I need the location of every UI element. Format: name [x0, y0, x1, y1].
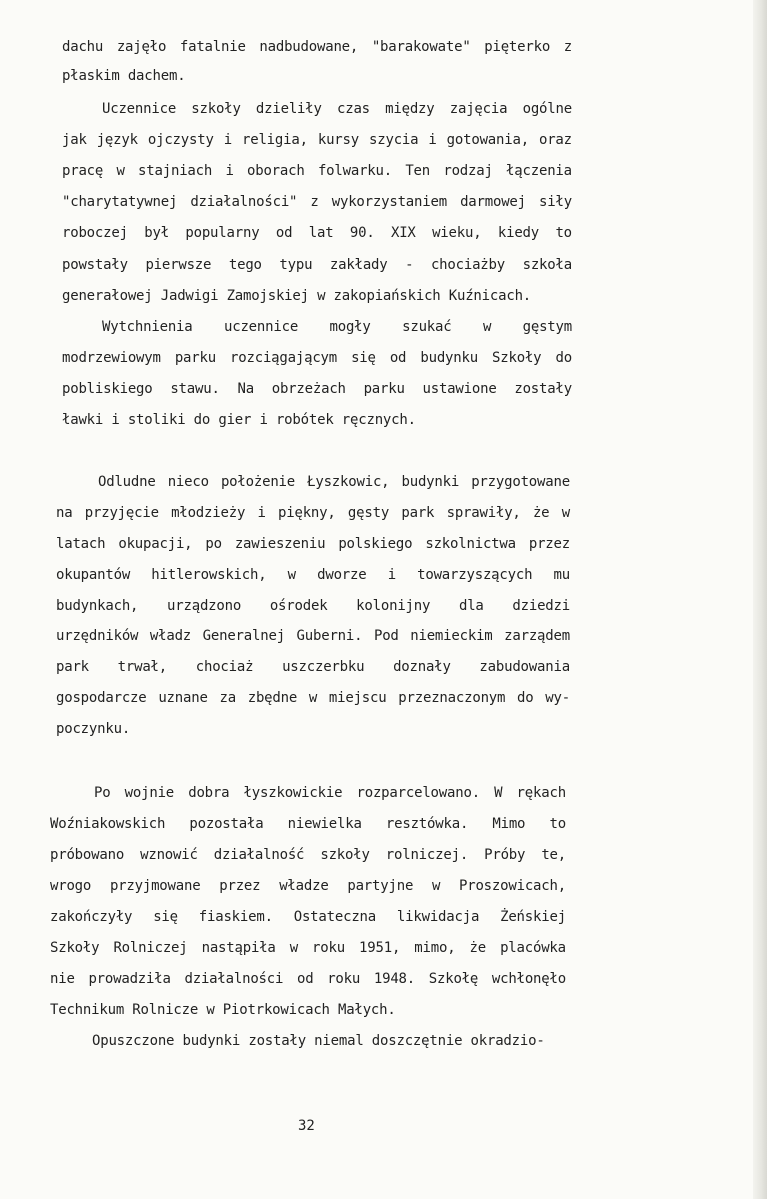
text-line: Po wojnie dobra łyszkowickie rozparcelowano. W rękach: [94, 785, 566, 801]
text-line: zakończyły się fiaskiem. Ostateczna likwidacja Żeńskiej: [50, 909, 566, 925]
text-line: Uczennice szkoły dzieliły czas między zajęcia ogólne: [102, 101, 572, 117]
text-line: na przyjęcie młodzieży i piękny, gęsty park sprawiły, że w: [56, 505, 570, 521]
text-line: ławki i stoliki do gier i robótek ręcznych.: [62, 412, 416, 428]
text-line: modrzewiowym parku rozciągającym się od budynku Szkoły do: [62, 350, 572, 366]
text-line: generałowej Jadwigi Zamojskiej w zakopiańskich Kuźnicach.: [62, 288, 532, 304]
text-line: pobliskiego stawu. Na obrzeżach parku ustawione zostały: [62, 381, 572, 397]
text-line: wrogo przyjmowane przez władze partyjne w Proszowicach,: [50, 878, 566, 894]
page-edge-shadow: [753, 0, 767, 1199]
text-line: roboczej był popularny od lat 90. XIX wieku, kiedy to: [62, 225, 572, 241]
text-line: Technikum Rolnicze w Piotrkowicach Małych.: [50, 1002, 396, 1018]
text-line: nie prowadziła działalności od roku 1948. Szkołę wchłonęło: [50, 971, 566, 987]
text-line: poczynku.: [56, 721, 131, 737]
text-line: Wytchnienia uczennice mogły szukać w gęstym: [102, 319, 572, 335]
text-line: park trwał, chociaż uszczerbku doznały zabudowania: [56, 659, 570, 675]
text-line: pracę w stajniach i oborach folwarku. Ten rodzaj łączenia: [62, 163, 572, 179]
text-line: dachu zajęło fatalnie nadbudowane, "barakowate" pięterko z: [62, 39, 572, 55]
text-line: jak język ojczysty i religia, kursy szycia i gotowania, oraz: [62, 132, 572, 148]
text-line: okupantów hitlerowskich, w dworze i towarzyszących mu: [56, 567, 570, 583]
text-line: latach okupacji, po zawieszeniu polskiego szkolnictwa przez: [56, 536, 570, 552]
text-line: płaskim dachem.: [62, 68, 186, 84]
text-line: Opuszczone budynki zostały niemal doszczętnie okradzio-: [92, 1033, 545, 1049]
text-line: powstały pierwsze tego typu zakłady - chociażby szkoła: [62, 257, 572, 273]
text-line: gospodarcze uznane za zbędne w miejscu przeznaczonym do wy-: [56, 690, 570, 706]
page-number: 32: [298, 1118, 315, 1134]
text-line: budynkach, urządzono ośrodek kolonijny dla dziedzi: [56, 598, 570, 614]
text-line: Woźniakowskich pozostała niewielka resztówka. Mimo to: [50, 816, 566, 832]
text-line: urzędników władz Generalnej Guberni. Pod niemieckim zarządem: [56, 628, 570, 644]
text-line: Szkoły Rolniczej nastąpiła w roku 1951, mimo, że placówka: [50, 940, 566, 956]
text-line: Odludne nieco położenie Łyszkowic, budynki przygotowane: [98, 474, 570, 490]
text-line: próbowano wznowić działalność szkoły rolniczej. Próby te,: [50, 847, 566, 863]
text-line: "charytatywnej działalności" z wykorzystaniem darmowej siły: [62, 194, 572, 210]
